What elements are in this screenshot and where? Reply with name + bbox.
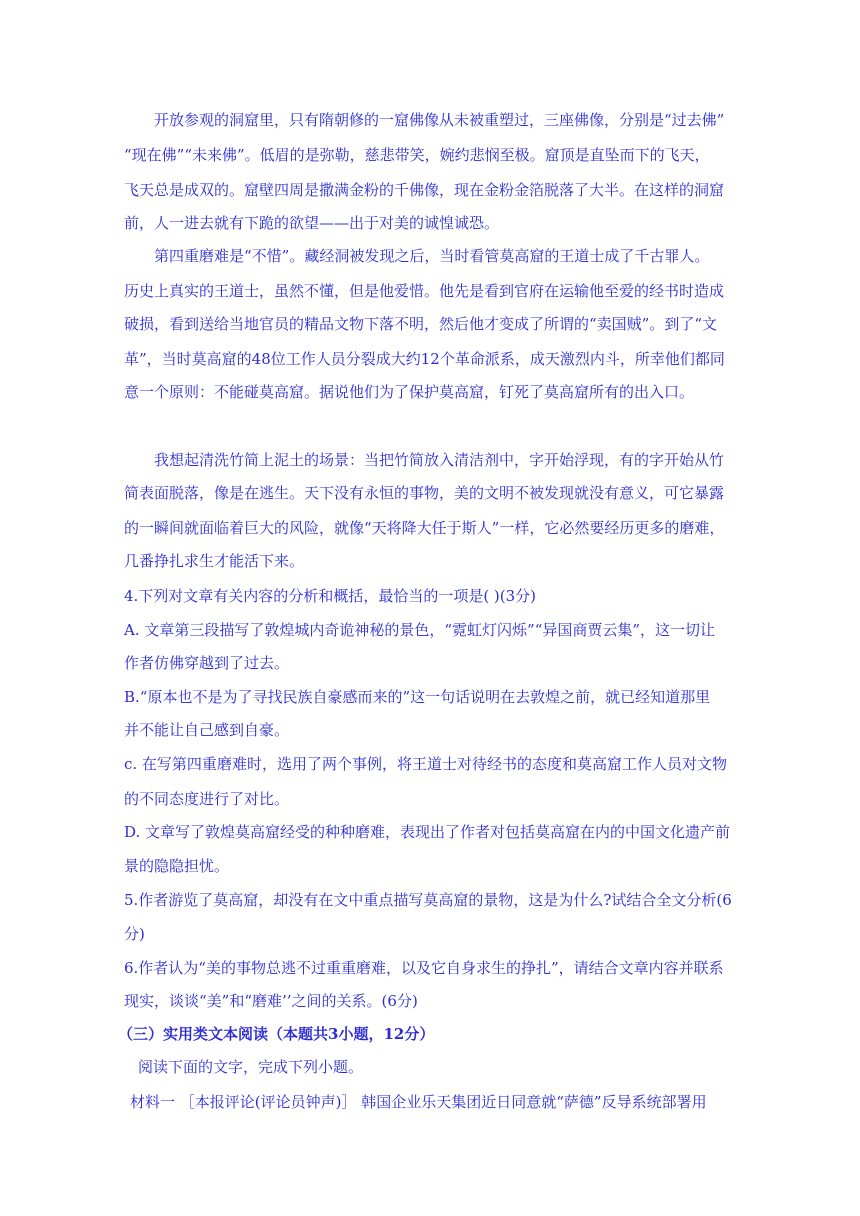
question-4-option-c-line-2: 的不同态度进行了对比。 [124,790,290,808]
paragraph-bamboo-line-3: 的一瞬间就面临着巨大的风险，就像“天将降大任于斯人”一样，它必然要经历更多的磨难， [124,519,725,537]
question-4-option-c-line-1: c. 在写第四重磨难时，选用了两个事例，将王道士对待经书的态度和莫高窟工作人员对文物 [124,755,727,773]
paragraph-cave-line-3: 飞天总是成双的。窟壁四周是撒满金粉的千佛像，现在金粉金箔脱落了大半。在这样的洞窟 [124,181,725,199]
paragraph-bamboo-line-4: 几番挣扎求生才能活下来。 [124,552,305,570]
paragraph-fourth-line-1: 第四重磨难是“不惜”。藏经洞被发现之后，当时看管莫高窟的王道士成了千古罪人。 [154,247,710,265]
question-4-option-a-line-1: A. 文章第三段描写了敦煌城内奇诡神秘的景色，“霓虹灯闪烁”“异国商贾云集”，这一切让 [124,621,716,639]
section-3-instruction: 阅读下面的文字，完成下列小题。 [138,1058,364,1076]
question-4-option-d-line-1: D. 文章写了敦煌莫高窟经受的种种磨难，表现出了作者对包括莫高窟在内的中国文化遗产前 [124,823,731,841]
paragraph-fourth-line-5: 意一个原则：不能碰莫高窟。据说他们为了保护莫高窟，钉死了莫高窟所有的出入口。 [124,383,695,401]
paragraph-bamboo-line-2: 简表面脱落，像是在逃生。天下没有永恒的事物，美的文明不被发现就没有意义，可它暴露 [124,484,725,502]
question-5-line-1: 5.作者游览了莫高窟，却没有在文中重点描写莫高窟的景物，这是为什么?试结合全文分析(6 [124,891,732,909]
question-4-option-b-line-1: B.“原本也不是为了寻找民族自豪感而来的”这一句话说明在去敦煌之前，就已经知道那里 [124,688,711,706]
question-4-option-b-line-2: 并不能让自己感到自豪。 [124,721,290,739]
question-4: 4.下列对文章有关内容的分析和概括，最恰当的一项是( )(3分) [124,587,537,605]
paragraph-fourth-line-4: 革”，当时莫高窟的48位工作人员分裂成大约12个革命派系，成天激烈内斗，所幸他们都同 [124,350,725,368]
question-4-option-a-line-2: 作者仿佛穿越到了过去。 [124,654,290,672]
paragraph-fourth-line-2: 历史上真实的王道士，虽然不懂，但是他爱惜。他先是看到官府在运输他至爱的经书时造成 [124,282,725,300]
paragraph-fourth-line-3: 破损，看到送给当地官员的精品文物下落不明，然后他才变成了所谓的“卖国贼”。到了“文 [124,315,718,333]
paragraph-cave-line-4: 前，人一进去就有下跪的欲望——出于对美的诚惶诚恐。 [124,214,500,232]
paragraph-cave-line-2: “现在佛”“未来佛”。低眉的是弥勒，慈悲带笑，婉约悲悯至极。窟顶是直坠而下的飞天， [124,146,710,164]
question-6-line-2: 现实，谈谈“美”和“磨难’’之间的关系。(6分) [124,992,418,1010]
question-4-option-d-line-2: 景的隐隐担忧。 [124,857,230,875]
paragraph-cave-line-1: 开放参观的洞窟里，只有隋朝修的一窟佛像从未被重塑过，三座佛像，分别是“过去佛” [154,111,725,129]
section-3-heading: （三）实用类文本阅读（本题共3小题，12分） [118,1025,435,1043]
question-6-line-1: 6.作者认为“美的事物总逃不过重重磨难，以及它自身求生的挣扎”，请结合文章内容并联系 [124,959,724,977]
question-5-line-2: 分) [124,925,145,943]
paragraph-bamboo-line-1: 我想起清洗竹简上泥土的场景：当把竹简放入清洁剂中，字开始浮现，有的字开始从竹 [154,451,725,469]
material-1-line: 材料一 ［本报评论(评论员钟声)］ 韩国企业乐天集团近日同意就“萨德”反导系统部署用 [130,1093,707,1111]
